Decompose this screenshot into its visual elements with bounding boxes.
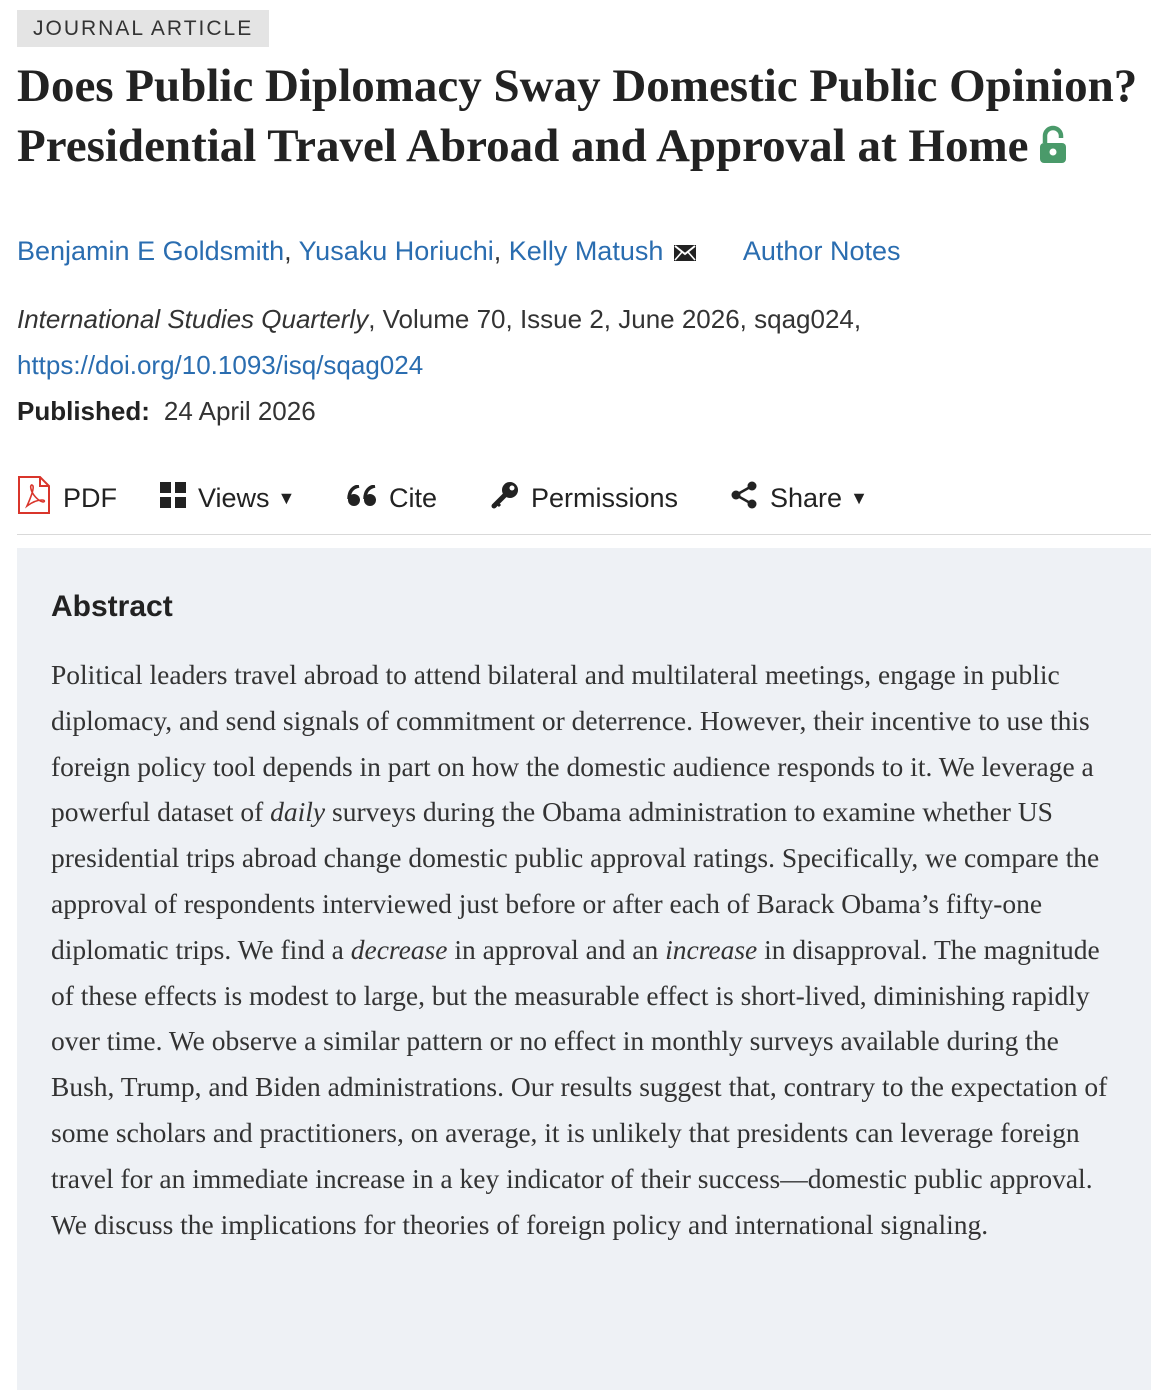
abstract-segment: Political leaders travel abroad to attend bilateral and multilateral meetings, engage in public diplomacy, and send signals of commitment or deterrence. However, their incentive to use this foreign policy tool depends in part on how the domestic audience responds to it. We leverage a powerful dataset of [51,659,1094,828]
permissions-button[interactable] [491,478,678,518]
abstract-emphasis: increase [665,933,758,965]
abstract-text [51,652,1126,1247]
citation-details: , Volume 70, Issue 2, June 2026, sqag024, [368,304,862,334]
envelope-icon[interactable] [673,238,697,269]
pdf-icon [17,475,63,522]
published-date: 24 April 2026 [163,396,316,426]
pdf-label: PDF [63,482,117,513]
share-dropdown[interactable] [730,478,868,518]
abstract-section [17,548,1151,1390]
grid-icon [160,482,198,515]
share-icon [730,481,770,516]
share-label: Share [770,482,843,513]
author-link[interactable]: Yusaku Horiuchi [298,236,494,266]
permissions-label: Permissions [531,482,679,513]
cite-button[interactable] [347,478,437,518]
doi-link[interactable]: https://doi.org/10.1093/isq/sqag024 [17,350,424,380]
published-label: Published: [17,396,150,426]
pdf-button[interactable] [17,478,117,518]
author-separator: , [284,236,292,266]
author-link[interactable]: Benjamin E Goldsmith [17,236,285,266]
article-toolbar [17,474,1151,535]
views-dropdown[interactable] [160,478,295,518]
author-list [17,236,900,269]
citation-line [17,304,861,335]
cite-label: Cite [389,482,438,513]
abstract-segment: surveys during the Obama administration to examine whether US presidential trips abroad change domestic public approval ratings. Specifically, we compare the approval of respondents interviewed just before or after each of Barack Obama’s fifty-one diplomatic trips. We find a [51,796,1100,965]
article-title [17,56,1147,180]
abstract-emphasis: daily [270,796,326,828]
quote-icon [347,483,389,514]
views-label: Views [198,482,270,513]
abstract-heading: Abstract [51,590,173,623]
abstract-segment: in disapproval. The magnitude of these effects is modest to large, but the measurable effect is short-lived, diminishing rapidly over time. We observe a similar pattern or no effect in monthly surveys available during the Bush, Trump, and Biden administrations. Our results suggest that, contrary to the expectation of some scholars and practitioners, on average, it is unlikely that presidents can leverage foreign travel for an immediate increase in a key indicator of their success—domestic public approval. We discuss the implications for theories of foreign policy and international signaling. [51,933,1108,1240]
journal-name: International Studies Quarterly [17,304,369,334]
caret-down-icon: ▼ [850,487,868,508]
abstract-segment: in approval and an [447,933,666,965]
published-date-line [17,396,316,427]
article-type-tag: JOURNAL ARTICLE [17,10,269,47]
article-title-text: Does Public Diplomacy Sway Domestic Public Opinion? Presidential Travel Abroad and Approval at Home [17,60,1138,172]
author-notes-link[interactable]: Author Notes [742,236,901,266]
caret-down-icon: ▼ [277,487,296,508]
unlocked-padlock-icon [1038,120,1068,180]
abstract-emphasis: decrease [350,933,448,965]
author-separator: , [493,236,502,266]
author-link[interactable]: Kelly Matush [508,236,664,266]
key-icon [491,481,531,516]
